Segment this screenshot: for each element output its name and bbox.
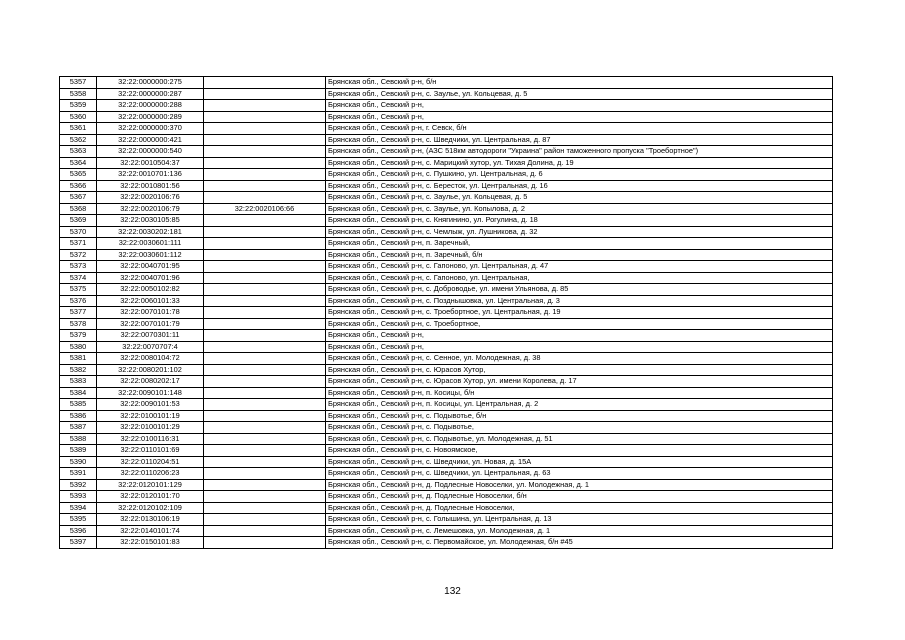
previous-number-cell <box>204 318 326 330</box>
table-row <box>60 468 833 480</box>
cadastral-number-cell: 32:22:0030601:112 <box>97 249 204 261</box>
table-row <box>60 479 833 491</box>
cadastral-number-cell: 32:22:0030601:111 <box>97 238 204 250</box>
address-cell: Брянская обл., Севский р-н, г. Севск, б/н <box>326 123 833 135</box>
previous-number-cell <box>204 180 326 192</box>
row-number-cell: 5395 <box>60 514 97 526</box>
table-row <box>60 284 833 296</box>
row-number-cell: 5379 <box>60 330 97 342</box>
cadastral-number-cell: 32:22:0140101:74 <box>97 525 204 537</box>
cadastral-number-cell: 32:22:0060101:33 <box>97 295 204 307</box>
cadastral-number-cell: 32:22:0010701:136 <box>97 169 204 181</box>
previous-number-cell <box>204 479 326 491</box>
table-row <box>60 514 833 526</box>
address-cell: Брянская обл., Севский р-н, с. Заулье, ул. Копылова, д. 2 <box>326 203 833 215</box>
cadastral-number-cell: 32:22:0130106:19 <box>97 514 204 526</box>
table-row <box>60 215 833 227</box>
address-cell: Брянская обл., Севский р-н, с. Шведчики, ул. Центральная, д. 87 <box>326 134 833 146</box>
cadastral-number-cell: 32:22:0120102:109 <box>97 502 204 514</box>
row-number-cell: 5382 <box>60 364 97 376</box>
previous-number-cell <box>204 134 326 146</box>
table-row <box>60 307 833 319</box>
row-number-cell: 5369 <box>60 215 97 227</box>
address-cell: Брянская обл., Севский р-н, <box>326 111 833 123</box>
address-cell: Брянская обл., Севский р-н, с. Троебортное, ул. Центральная, д. 19 <box>326 307 833 319</box>
previous-number-cell <box>204 537 326 549</box>
cadastral-number-cell: 32:22:0000000:288 <box>97 100 204 112</box>
address-cell: Брянская обл., Севский р-н, с. Марицкий хутор, ул. Тихая Долина, д. 19 <box>326 157 833 169</box>
table-row <box>60 77 833 89</box>
previous-number-cell <box>204 364 326 376</box>
address-cell: Брянская обл., Севский р-н, с. Подывотье, <box>326 422 833 434</box>
table-row <box>60 525 833 537</box>
table-row <box>60 330 833 342</box>
table-row <box>60 272 833 284</box>
address-cell: Брянская обл., Севский р-н, с. Чемлыж, ул. Лушникова, д. 32 <box>326 226 833 238</box>
table-row <box>60 134 833 146</box>
address-cell: Брянская обл., Севский р-н, с. Первомайское, ул. Молодежная, б/н #45 <box>326 537 833 549</box>
row-number-cell: 5393 <box>60 491 97 503</box>
row-number-cell: 5388 <box>60 433 97 445</box>
table-row <box>60 433 833 445</box>
row-number-cell: 5370 <box>60 226 97 238</box>
page-number: 132 <box>444 586 461 597</box>
table-row <box>60 491 833 503</box>
address-cell: Брянская обл., Севский р-н, п. Косицы, б/н <box>326 387 833 399</box>
address-cell: Брянская обл., Севский р-н, п. Заречный, б/н <box>326 249 833 261</box>
address-cell: Брянская обл., Севский р-н, <box>326 100 833 112</box>
table-row <box>60 111 833 123</box>
row-number-cell: 5373 <box>60 261 97 273</box>
table-row <box>60 353 833 365</box>
cadastral-number-cell: 32:22:0110206:23 <box>97 468 204 480</box>
row-number-cell: 5380 <box>60 341 97 353</box>
previous-number-cell <box>204 192 326 204</box>
table-row <box>60 376 833 388</box>
cadastral-number-cell: 32:22:0000000:421 <box>97 134 204 146</box>
row-number-cell: 5387 <box>60 422 97 434</box>
registry-table-body <box>60 77 833 549</box>
address-cell: Брянская обл., Севский р-н, с. Шведчики, ул. Центральная, д. 63 <box>326 468 833 480</box>
address-cell: Брянская обл., Севский р-н, с. Лемешовка, ул. Молодежная, д. 1 <box>326 525 833 537</box>
previous-number-cell <box>204 284 326 296</box>
table-row <box>60 537 833 549</box>
address-cell: Брянская обл., Севский р-н, с. Новоямское, <box>326 445 833 457</box>
row-number-cell: 5358 <box>60 88 97 100</box>
previous-number-cell <box>204 422 326 434</box>
previous-number-cell <box>204 387 326 399</box>
previous-number-cell <box>204 146 326 158</box>
previous-number-cell <box>204 502 326 514</box>
cadastral-number-cell: 32:22:0100116:31 <box>97 433 204 445</box>
row-number-cell: 5374 <box>60 272 97 284</box>
address-cell: Брянская обл., Севский р-н, с. Сенное, ул. Молодежная, д. 38 <box>326 353 833 365</box>
row-number-cell: 5377 <box>60 307 97 319</box>
previous-number-cell <box>204 249 326 261</box>
row-number-cell: 5385 <box>60 399 97 411</box>
row-number-cell: 5376 <box>60 295 97 307</box>
row-number-cell: 5391 <box>60 468 97 480</box>
previous-number-cell <box>204 215 326 227</box>
table-row <box>60 100 833 112</box>
table-row <box>60 399 833 411</box>
cadastral-number-cell: 32:22:0010504:37 <box>97 157 204 169</box>
previous-number-cell <box>204 456 326 468</box>
address-cell: Брянская обл., Севский р-н, с. Юрасов Хутор, <box>326 364 833 376</box>
table-row <box>60 238 833 250</box>
cadastral-number-cell: 32:22:0000000:289 <box>97 111 204 123</box>
address-cell: Брянская обл., Севский р-н, д. Подлесные Новоселки, <box>326 502 833 514</box>
previous-number-cell <box>204 111 326 123</box>
address-cell: Брянская обл., Севский р-н, с. Заулье, ул. Кольцевая, д. 5 <box>326 192 833 204</box>
row-number-cell: 5394 <box>60 502 97 514</box>
previous-number-cell <box>204 88 326 100</box>
table-row <box>60 387 833 399</box>
row-number-cell: 5386 <box>60 410 97 422</box>
row-number-cell: 5397 <box>60 537 97 549</box>
table-row <box>60 502 833 514</box>
address-cell: Брянская обл., Севский р-н, с. Княгинино, ул. Рогулина, д. 18 <box>326 215 833 227</box>
row-number-cell: 5371 <box>60 238 97 250</box>
cadastral-number-cell: 32:22:0040701:95 <box>97 261 204 273</box>
row-number-cell: 5372 <box>60 249 97 261</box>
address-cell: Брянская обл., Севский р-н, <box>326 341 833 353</box>
table-row <box>60 226 833 238</box>
address-cell: Брянская обл., Севский р-н, (АЗС 518км автодороги "Украина" район таможенного пропуска "Троебортное") <box>326 146 833 158</box>
cadastral-number-cell: 32:22:0070101:78 <box>97 307 204 319</box>
address-cell: Брянская обл., Севский р-н, с. Юрасов Хутор, ул. имени Королева, д. 17 <box>326 376 833 388</box>
row-number-cell: 5359 <box>60 100 97 112</box>
cadastral-number-cell: 32:22:0000000:287 <box>97 88 204 100</box>
table-row <box>60 364 833 376</box>
cadastral-number-cell: 32:22:0110101:69 <box>97 445 204 457</box>
previous-number-cell <box>204 376 326 388</box>
previous-number-cell <box>204 468 326 480</box>
table-row <box>60 249 833 261</box>
address-cell: Брянская обл., Севский р-н, с. Доброводье, ул. имени Ульянова, д. 85 <box>326 284 833 296</box>
cadastral-number-cell: 32:22:0080104:72 <box>97 353 204 365</box>
previous-number-cell <box>204 433 326 445</box>
address-cell: Брянская обл., Севский р-н, б/н <box>326 77 833 89</box>
address-cell: Брянская обл., Севский р-н, <box>326 330 833 342</box>
previous-number-cell <box>204 157 326 169</box>
address-cell: Брянская обл., Севский р-н, с. Гапоново, ул. Центральная, д. 47 <box>326 261 833 273</box>
address-cell: Брянская обл., Севский р-н, с. Шведчики, ул. Новая, д. 15А <box>326 456 833 468</box>
address-cell: Брянская обл., Севский р-н, п. Заречный, <box>326 238 833 250</box>
table-row <box>60 157 833 169</box>
address-cell: Брянская обл., Севский р-н, д. Подлесные Новоселки, ул. Молодежная, д. 1 <box>326 479 833 491</box>
table-row <box>60 88 833 100</box>
previous-number-cell <box>204 123 326 135</box>
cadastral-number-cell: 32:22:0080201:102 <box>97 364 204 376</box>
table-row <box>60 192 833 204</box>
row-number-cell: 5363 <box>60 146 97 158</box>
previous-number-cell <box>204 307 326 319</box>
row-number-cell: 5383 <box>60 376 97 388</box>
previous-number-cell <box>204 272 326 284</box>
table-row <box>60 318 833 330</box>
cadastral-number-cell: 32:22:0100101:19 <box>97 410 204 422</box>
address-cell: Брянская обл., Севский р-н, п. Косицы, ул. Центральная, д. 2 <box>326 399 833 411</box>
previous-number-cell <box>204 100 326 112</box>
table-row <box>60 445 833 457</box>
previous-number-cell <box>204 238 326 250</box>
row-number-cell: 5392 <box>60 479 97 491</box>
cadastral-number-cell: 32:22:0030105:85 <box>97 215 204 227</box>
cadastral-number-cell: 32:22:0100101:29 <box>97 422 204 434</box>
address-cell: Брянская обл., Севский р-н, с. Береcток, ул. Центральная, д. 16 <box>326 180 833 192</box>
address-cell: Брянская обл., Севский р-н, с. Заулье, ул. Кольцевая, д. 5 <box>326 88 833 100</box>
row-number-cell: 5366 <box>60 180 97 192</box>
table-row <box>60 203 833 215</box>
previous-number-cell <box>204 525 326 537</box>
row-number-cell: 5390 <box>60 456 97 468</box>
previous-number-cell <box>204 410 326 422</box>
row-number-cell: 5364 <box>60 157 97 169</box>
previous-number-cell <box>204 514 326 526</box>
address-cell: Брянская обл., Севский р-н, с. Троебортное, <box>326 318 833 330</box>
previous-number-cell <box>204 77 326 89</box>
row-number-cell: 5365 <box>60 169 97 181</box>
cadastral-number-cell: 32:22:0020106:79 <box>97 203 204 215</box>
previous-number-cell <box>204 295 326 307</box>
cadastral-number-cell: 32:22:0120101:70 <box>97 491 204 503</box>
cadastral-number-cell: 32:22:0120101:129 <box>97 479 204 491</box>
cadastral-number-cell: 32:22:0000000:540 <box>97 146 204 158</box>
address-cell: Брянская обл., Севский р-н, с. Подывотье, ул. Молодежная, д. 51 <box>326 433 833 445</box>
cadastral-number-cell: 32:22:0090101:53 <box>97 399 204 411</box>
address-cell: Брянская обл., Севский р-н, с. Пушкино, ул. Центральная, д. 6 <box>326 169 833 181</box>
table-row <box>60 146 833 158</box>
row-number-cell: 5357 <box>60 77 97 89</box>
cadastral-number-cell: 32:22:0110204:51 <box>97 456 204 468</box>
previous-number-cell <box>204 445 326 457</box>
row-number-cell: 5367 <box>60 192 97 204</box>
cadastral-number-cell: 32:22:0000000:275 <box>97 77 204 89</box>
previous-number-cell <box>204 226 326 238</box>
address-cell: Брянская обл., Севский р-н, с. Голышина, ул. Центральная, д. 13 <box>326 514 833 526</box>
table-row <box>60 422 833 434</box>
row-number-cell: 5396 <box>60 525 97 537</box>
cadastral-number-cell: 32:22:0030202:181 <box>97 226 204 238</box>
table-row <box>60 261 833 273</box>
table-row <box>60 410 833 422</box>
row-number-cell: 5378 <box>60 318 97 330</box>
previous-number-cell <box>204 169 326 181</box>
cadastral-number-cell: 32:22:0150101:83 <box>97 537 204 549</box>
table-row <box>60 295 833 307</box>
address-cell: Брянская обл., Севский р-н, с. Гапоново, ул. Центральная, <box>326 272 833 284</box>
previous-number-cell <box>204 491 326 503</box>
previous-number-cell <box>204 330 326 342</box>
row-number-cell: 5360 <box>60 111 97 123</box>
row-number-cell: 5368 <box>60 203 97 215</box>
cadastral-number-cell: 32:22:0070707:4 <box>97 341 204 353</box>
previous-number-cell <box>204 261 326 273</box>
row-number-cell: 5375 <box>60 284 97 296</box>
table-row <box>60 169 833 181</box>
previous-number-cell <box>204 353 326 365</box>
address-cell: Брянская обл., Севский р-н, д. Подлесные Новоселки, б/н <box>326 491 833 503</box>
cadastral-number-cell: 32:22:0020106:76 <box>97 192 204 204</box>
address-cell: Брянская обл., Севский р-н, с. Подывотье, б/н <box>326 410 833 422</box>
previous-number-cell <box>204 399 326 411</box>
cadastral-number-cell: 32:22:0010801:56 <box>97 180 204 192</box>
cadastral-number-cell: 32:22:0050102:82 <box>97 284 204 296</box>
row-number-cell: 5361 <box>60 123 97 135</box>
cadastral-number-cell: 32:22:0000000:370 <box>97 123 204 135</box>
table-row <box>60 341 833 353</box>
cadastral-number-cell: 32:22:0070301:11 <box>97 330 204 342</box>
row-number-cell: 5381 <box>60 353 97 365</box>
table-row <box>60 180 833 192</box>
previous-number-cell <box>204 341 326 353</box>
cadastral-number-cell: 32:22:0090101:148 <box>97 387 204 399</box>
registry-table <box>59 76 833 549</box>
cadastral-number-cell: 32:22:0040701:96 <box>97 272 204 284</box>
table-row <box>60 123 833 135</box>
row-number-cell: 5384 <box>60 387 97 399</box>
cadastral-number-cell: 32:22:0070101:79 <box>97 318 204 330</box>
table-row <box>60 456 833 468</box>
cadastral-number-cell: 32:22:0080202:17 <box>97 376 204 388</box>
row-number-cell: 5389 <box>60 445 97 457</box>
previous-number-cell: 32:22:0020106:66 <box>204 203 326 215</box>
row-number-cell: 5362 <box>60 134 97 146</box>
address-cell: Брянская обл., Севский р-н, с. Позднышовка, ул. Центральная, д. 3 <box>326 295 833 307</box>
